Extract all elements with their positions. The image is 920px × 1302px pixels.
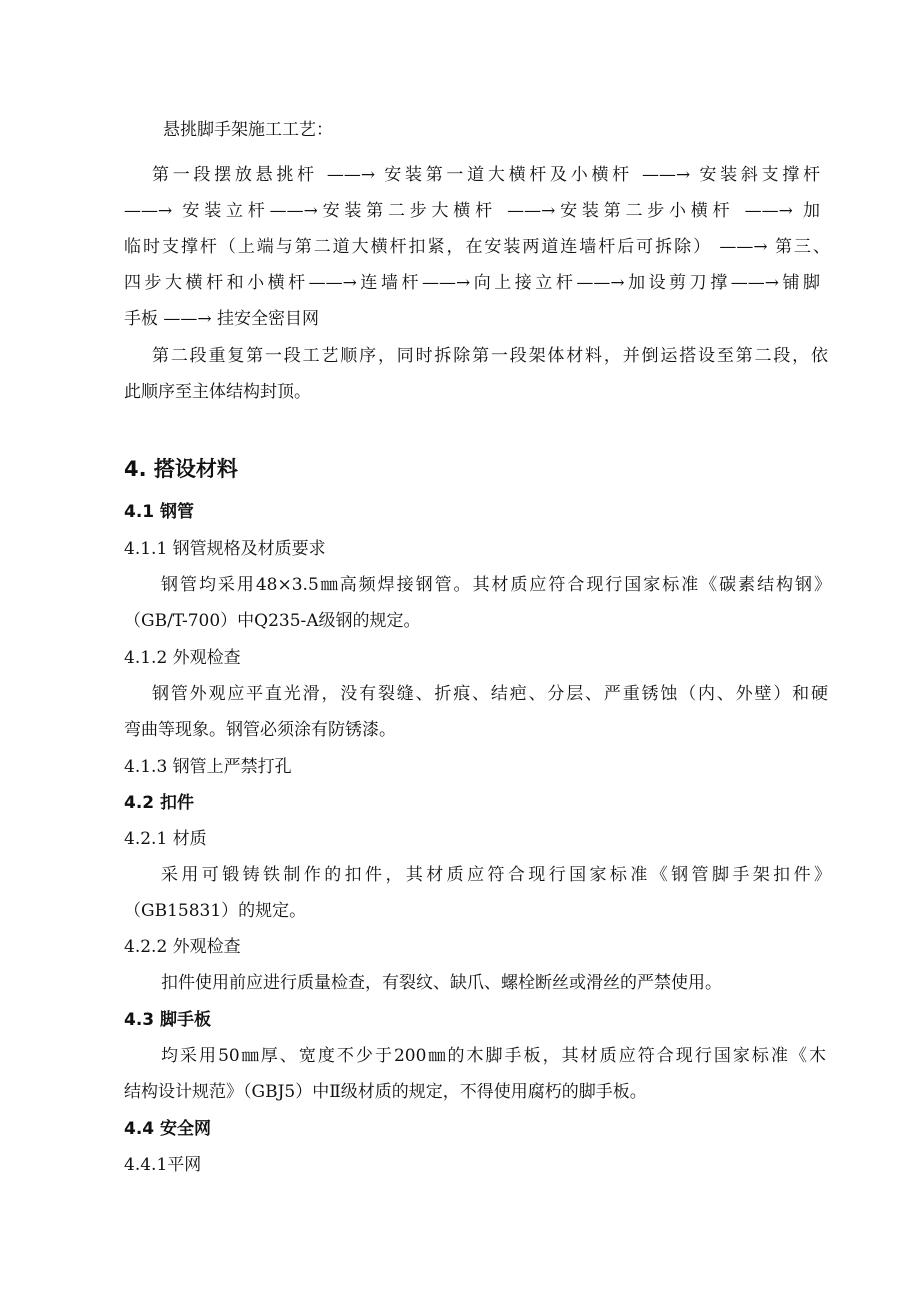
section-title-process: 悬挑脚手架施工工艺： (163, 120, 333, 140)
paragraph-line: 钢管外观应平直光滑，没有裂缝、折痕、结疤、分层、严重锈蚀（内、外壁）和硬 (152, 684, 828, 704)
paragraph-line: 扣件使用前应进行质量检查，有裂纹、缺爪、螺栓断丝或滑丝的严禁使用。 (161, 973, 722, 993)
flow-line: 第一段摆放悬挑杆 ——→ 安装第一道大横杆及小横杆 ——→ 安装斜支撑杆 (152, 165, 820, 185)
paragraph-line: 弯曲等现象。钢管必须涂有防锈漆。 (124, 720, 396, 740)
paragraph-line: 结构设计规范》（GBJ5）中Ⅱ级材质的规定，不得使用腐朽的脚手板。 (124, 1082, 647, 1102)
heading-section-4: 4. 搭设材料 (124, 457, 238, 481)
heading-4-1-2: 4.1.2 外观检查 (124, 648, 241, 668)
paragraph-line: （GB/T-700）中Q235-A级钢的规定。 (124, 611, 421, 631)
heading-4-4-1: 4.4.1平网 (124, 1155, 202, 1175)
heading-4-4: 4.4 安全网 (124, 1119, 212, 1139)
flow-line: 临时支撑杆（上端与第二道大横杆扣紧，在安装两道连墙杆后可拆除） ——→ 第三、 (124, 237, 830, 257)
heading-4-1: 4.1 钢管 (124, 502, 195, 522)
heading-4-2: 4.2 扣件 (124, 793, 195, 813)
heading-4-1-3: 4.1.3 钢管上严禁打孔 (124, 757, 292, 777)
paragraph-line: 此顺序至主体结构封顶。 (124, 382, 311, 402)
heading-4-1-1: 4.1.1 钢管规格及材质要求 (124, 539, 326, 559)
heading-4-2-1: 4.2.1 材质 (124, 829, 207, 849)
paragraph-line: 均采用50㎜厚、宽度不少于200㎜的木脚手板，其材质应符合现行国家标准《木 (161, 1046, 826, 1066)
flow-line: ——→ 安装立杆——→安装第二步大横杆 ——→安装第二步小横杆 ——→ 加 (124, 201, 820, 221)
flow-line: 手板 ——→ 挂安全密目网 (124, 309, 320, 329)
paragraph-line: 钢管均采用48×3.5㎜高频焊接钢管。其材质应符合现行国家标准《碳素结构钢》 (161, 575, 831, 595)
heading-4-3: 4.3 脚手板 (124, 1010, 212, 1030)
heading-4-2-2: 4.2.2 外观检查 (124, 937, 241, 957)
paragraph-line: （GB15831）的规定。 (124, 901, 307, 921)
paragraph-line: 第二段重复第一段工艺顺序，同时拆除第一段架体材料，并倒运搭设至第二段，依 (152, 346, 828, 366)
flow-line: 四步大横杆和小横杆——→连墙杆——→向上接立杆——→加设剪刀撑——→铺脚 (124, 273, 820, 293)
paragraph-line: 采用可锻铸铁制作的扣件，其材质应符合现行国家标准《钢管脚手架扣件》 (161, 865, 831, 885)
